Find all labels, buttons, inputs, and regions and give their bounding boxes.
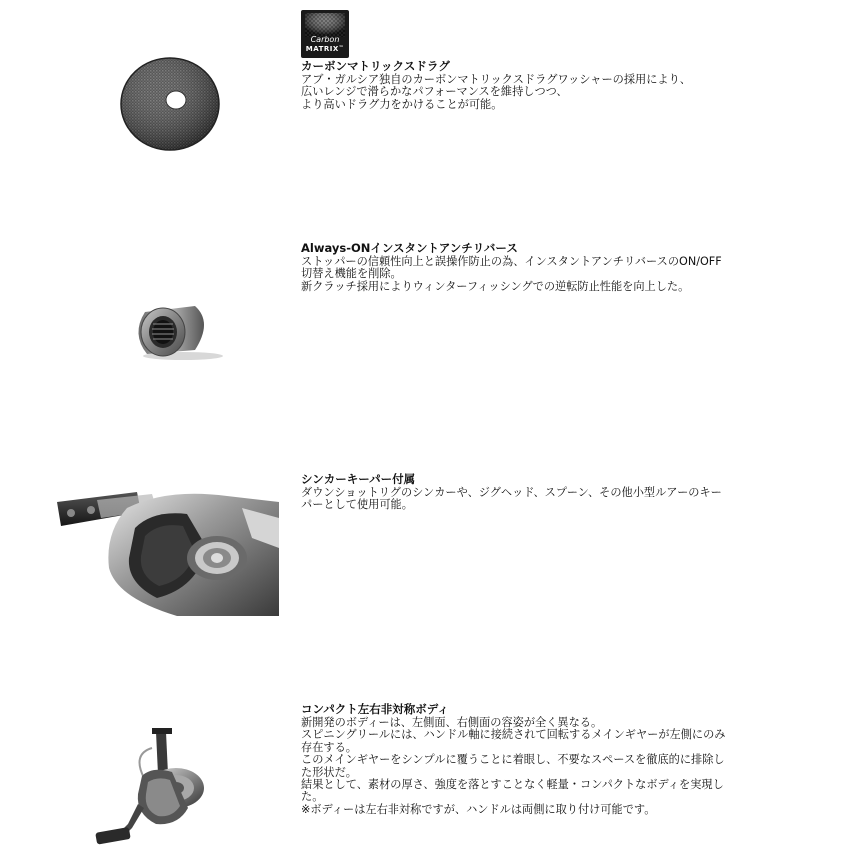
desc-line: ※ボディーは左右非対称ですが、ハンドルは両側に取り付け可能です。 — [301, 802, 656, 816]
spinning-reel-image — [92, 728, 212, 858]
desc-line: このメインギヤーをシンプルに覆うことに着眼し、不要なスペースを徹底的に排除し — [301, 753, 725, 767]
desc-line: ストッパーの信頼性向上と誤操作防止の為、インスタントアンチリバースのON/OFF — [301, 255, 722, 268]
badge-carbon-text: Carbon — [310, 35, 340, 44]
section-desc-compact-body — [301, 717, 725, 816]
section-desc-sinker-keeper — [301, 487, 722, 512]
desc-line: 結果として、素材の厚さ、強度を落とすことなく軽量・コンパクトなボディを実現し — [301, 778, 724, 792]
desc-line: より高いドラグ力をかけることが可能。 — [301, 97, 503, 111]
badge-matrix-text: MATRIX™ — [305, 45, 345, 53]
section-title-anti-reverse: Always-ONインスタントアンチリバース — [301, 241, 518, 255]
desc-line: 存在する。 — [301, 740, 357, 754]
desc-line: スピニングリールには、ハンドル軸に接続されて回転するメインギヤーが左側にのみ — [301, 728, 726, 742]
carbon-matrix-logo — [301, 10, 349, 58]
sinker-keeper-reel-image — [57, 488, 279, 616]
anti-reverse-bearing-image — [125, 292, 225, 362]
desc-line: た。 — [301, 790, 324, 804]
desc-line: た形状だ。 — [301, 765, 357, 779]
desc-line: 切替え機能を削除。 — [301, 267, 402, 281]
desc-line: 新開発のボディーは、左側面、右側面の容姿が全く異なる。 — [301, 716, 603, 729]
desc-line: パーとして使用可能。 — [301, 498, 413, 512]
section-title-compact-body: コンパクト左右非対称ボディ — [301, 702, 449, 716]
desc-line: アブ・ガルシア独自のカーボンマトリックスドラグワッシャーの採用により、 — [301, 73, 691, 86]
desc-line: ダウンショットリグのシンカーや、ジグヘッド、スプーン、その他小型ルアーのキー — [301, 486, 722, 499]
carbon-drag-washer-image — [117, 55, 227, 157]
section-desc-carbon-drag — [301, 74, 691, 111]
desc-line: 広いレンジで滑らかなパフォーマンスを維持しつつ、 — [301, 85, 568, 99]
desc-line: 新クラッチ採用によりウィンターフィッシングでの逆転防止性能を向上した。 — [301, 279, 690, 293]
section-title-carbon-drag: カーボンマトリックスドラグ — [301, 59, 450, 73]
section-title-sinker-keeper: シンカーキーパー付属 — [301, 472, 416, 486]
section-desc-anti-reverse — [301, 256, 722, 293]
